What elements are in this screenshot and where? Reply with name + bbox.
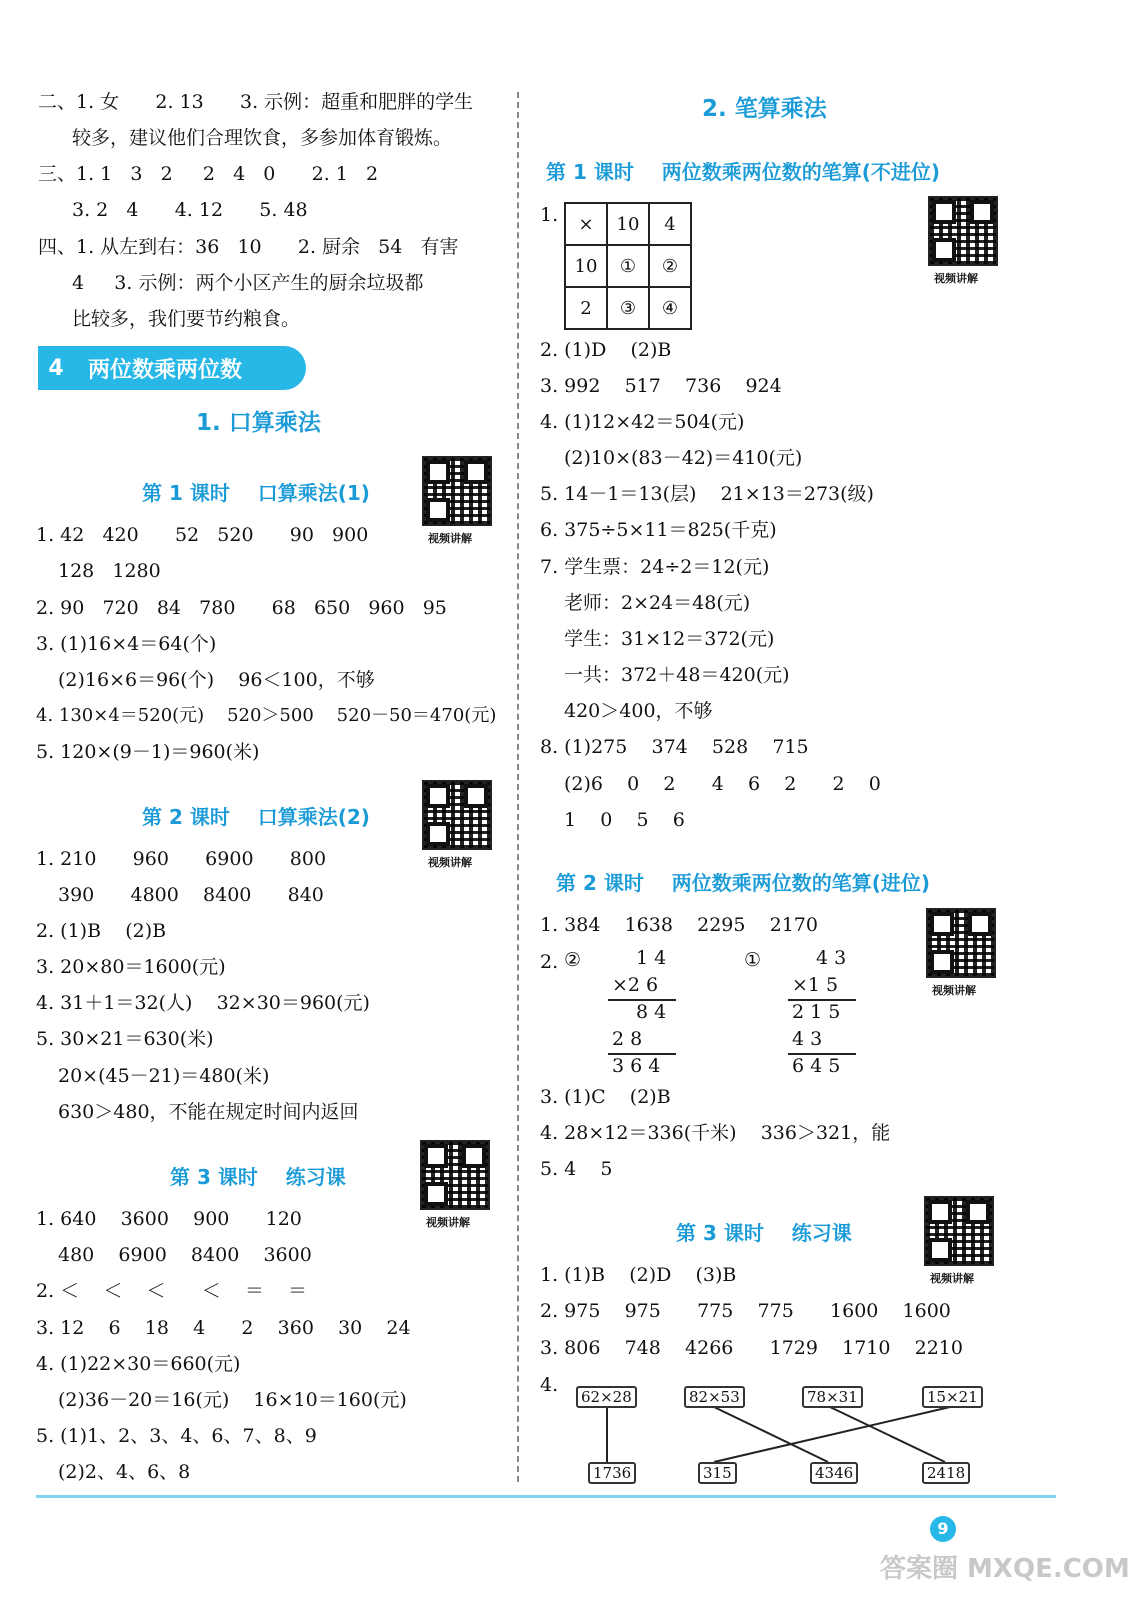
lesson-title-l3: 第 3 课时 练习课 <box>170 1165 346 1189</box>
left-line-6: 4 3. 示例：两个小区产生的厨余垃圾都 <box>72 272 424 294</box>
lesson-title-rC: 第 3 课时 练习课 <box>676 1221 852 1245</box>
match-bottom-box: 4346 <box>810 1462 858 1484</box>
calc1-row: 3 6 4 <box>612 1055 661 1077</box>
rA-line: 学生：31×12＝372(元) <box>564 628 775 650</box>
l1-line: 1. 42 420 52 520 90 900 <box>36 524 369 546</box>
left-line-3: 三、1. 1 3 2 2 4 0 2. 1 2 <box>38 163 379 185</box>
l2-line: 3. 20×80＝1600(元) <box>36 956 226 978</box>
rA-line: 7. 学生票：24÷2＝12(元) <box>540 556 770 578</box>
rA-line: 5. 14－1＝13(层) 21×13＝273(级) <box>540 483 874 505</box>
lesson-title-l2: 第 2 课时 口算乘法(2) <box>142 805 370 829</box>
calc1-mark: ② <box>564 949 582 971</box>
rA-line: 1 0 5 6 <box>564 809 685 831</box>
qr-caption: 视频讲解 <box>932 984 976 997</box>
match-top-box: 15×21 <box>922 1386 983 1408</box>
grid-cell: 10 <box>607 203 649 245</box>
l3-line: 480 6900 8400 3600 <box>58 1244 312 1266</box>
l3-line: (2)36－20＝16(元) 16×10＝160(元) <box>58 1389 407 1411</box>
l2-line: 4. 31＋1＝32(人) 32×30＝960(元) <box>36 992 370 1014</box>
calc1-row: ×2 6 <box>612 974 659 996</box>
rA-line: 4. (1)12×42＝504(元) <box>540 411 745 433</box>
qr-caption: 视频讲解 <box>426 1216 470 1229</box>
calc1-row: 8 4 <box>636 1001 667 1023</box>
rB-line: 4. 28×12＝336(千米) 336＞321，能 <box>540 1122 891 1144</box>
grid-cell: ① <box>607 245 649 287</box>
match-bottom-box: 2418 <box>922 1462 970 1484</box>
rB-q1: 1. 384 1638 2295 2170 <box>540 914 818 936</box>
left-line-1: 二、1. 女 2. 13 3. 示例：超重和肥胖的学生 <box>38 91 474 113</box>
calc1-row: 1 4 <box>636 947 667 969</box>
grid-cell: ④ <box>649 287 691 329</box>
l1-line: (2)16×6＝96(个) 96＜100，不够 <box>58 669 375 691</box>
unit-title: 两位数乘两位数 <box>88 357 243 383</box>
l3-line: 2. ＜ ＜ ＜ ＜ ＝ ＝ <box>36 1280 308 1302</box>
l2-line: 2. (1)B (2)B <box>36 920 167 942</box>
l1-line: 128 1280 <box>58 560 161 582</box>
rB-line: 5. 4 5 <box>540 1158 613 1180</box>
match-bottom-box: 1736 <box>588 1462 636 1484</box>
rA-line: 2. (1)D (2)B <box>540 339 672 361</box>
match-top-box: 82×53 <box>684 1386 745 1408</box>
l2-line: 630＞480，不能在规定时间内返回 <box>58 1101 359 1123</box>
section-title-1: 1. 口算乘法 <box>196 410 321 436</box>
l2-line: 390 4800 8400 840 <box>58 884 324 906</box>
rC-line: 1. (1)B (2)D (3)B <box>540 1264 737 1286</box>
rA-line: 420＞400，不够 <box>564 700 713 722</box>
calc2-row: 6 4 5 <box>792 1055 841 1077</box>
l3-line: 4. (1)22×30＝660(元) <box>36 1353 241 1375</box>
calc1-row: 2 8 <box>612 1028 649 1050</box>
q4-label: 4. <box>540 1374 559 1396</box>
rA-line: 一共：372＋48＝420(元) <box>564 664 790 686</box>
watermark: 答案圈 MXQE.COM <box>880 1554 1130 1584</box>
qr-caption: 视频讲解 <box>428 532 472 545</box>
l2-line: 5. 30×21＝630(米) <box>36 1028 214 1050</box>
qr-caption: 视频讲解 <box>428 856 472 869</box>
q2-label: 2. <box>540 951 559 973</box>
grid-cell: 4 <box>649 203 691 245</box>
rB-line: 3. (1)C (2)B <box>540 1086 671 1108</box>
calc2-row: 4 3 <box>792 1028 829 1050</box>
grid-cell: ③ <box>607 287 649 329</box>
rA-line: 8. (1)275 374 528 715 <box>540 736 809 758</box>
l2-line: 1. 210 960 6900 800 <box>36 848 327 870</box>
grid-cell: ② <box>649 245 691 287</box>
l1-line: 3. (1)16×4＝64(个) <box>36 633 217 655</box>
l3-line: 5. (1)1、2、3、4、6、7、8、9 <box>36 1425 317 1447</box>
left-line-7: 比较多，我们要节约粮食。 <box>72 308 301 330</box>
l3-line: 3. 12 6 18 4 2 360 30 24 <box>36 1317 411 1339</box>
rC-line: 2. 975 975 775 775 1600 1600 <box>540 1300 951 1322</box>
calc2-row: 4 3 <box>816 947 847 969</box>
match-bottom-box: 315 <box>698 1462 737 1484</box>
q1-label: 1. <box>540 204 559 226</box>
l1-line: 5. 120×(9－1)＝960(米) <box>36 741 260 763</box>
unit-number: 4 <box>48 355 64 381</box>
qr-caption: 视频讲解 <box>930 1272 974 1285</box>
calc2-row: 2 1 5 <box>792 1001 841 1023</box>
rA-line: 老师：2×24＝48(元) <box>564 592 751 614</box>
lesson-title-l1: 第 1 课时 口算乘法(1) <box>142 481 370 505</box>
l1-line: 2. 90 720 84 780 68 650 960 95 <box>36 597 447 619</box>
l3-line: (2)2、4、6、8 <box>58 1461 191 1483</box>
calc2-mark: ① <box>744 949 762 971</box>
l2-line: 20×(45－21)＝480(米) <box>58 1065 270 1087</box>
section-title-2: 2. 笔算乘法 <box>702 96 827 122</box>
left-line-2: 较多，建议他们合理饮食，多参加体育锻炼。 <box>72 127 453 149</box>
lesson-title-rA: 第 1 课时 两位数乘两位数的笔算(不进位) <box>546 160 940 184</box>
grid-cell: 2 <box>565 287 607 329</box>
grid-cell: 10 <box>565 245 607 287</box>
page-number: 9 <box>930 1516 956 1542</box>
rA-line: (2)10×(83－42)＝410(元) <box>564 447 803 469</box>
rA-line: 3. 992 517 736 924 <box>540 375 782 397</box>
left-line-5: 四、1. 从左到右：36 10 2. 厨余 54 有害 <box>38 236 459 258</box>
match-top-box: 78×31 <box>802 1386 863 1408</box>
rA-line: 6. 375÷5×11＝825(千克) <box>540 519 777 541</box>
l1-line: 4. 130×4＝520(元) 520＞500 520－50＝470(元) <box>36 705 497 726</box>
l3-line: 1. 640 3600 900 120 <box>36 1208 302 1230</box>
rC-line: 3. 806 748 4266 1729 1710 2210 <box>540 1337 963 1359</box>
rA-line: (2)6 0 2 4 6 2 2 0 <box>564 773 881 795</box>
match-top-box: 62×28 <box>576 1386 637 1408</box>
left-line-4: 3. 2 4 4. 12 5. 48 <box>72 199 308 221</box>
calc2-row: ×1 5 <box>792 974 839 996</box>
footer-rule <box>36 1495 1056 1498</box>
lesson-title-rB: 第 2 课时 两位数乘两位数的笔算(进位) <box>556 871 930 895</box>
qr-caption: 视频讲解 <box>934 272 978 285</box>
grid-cell: × <box>565 203 607 245</box>
